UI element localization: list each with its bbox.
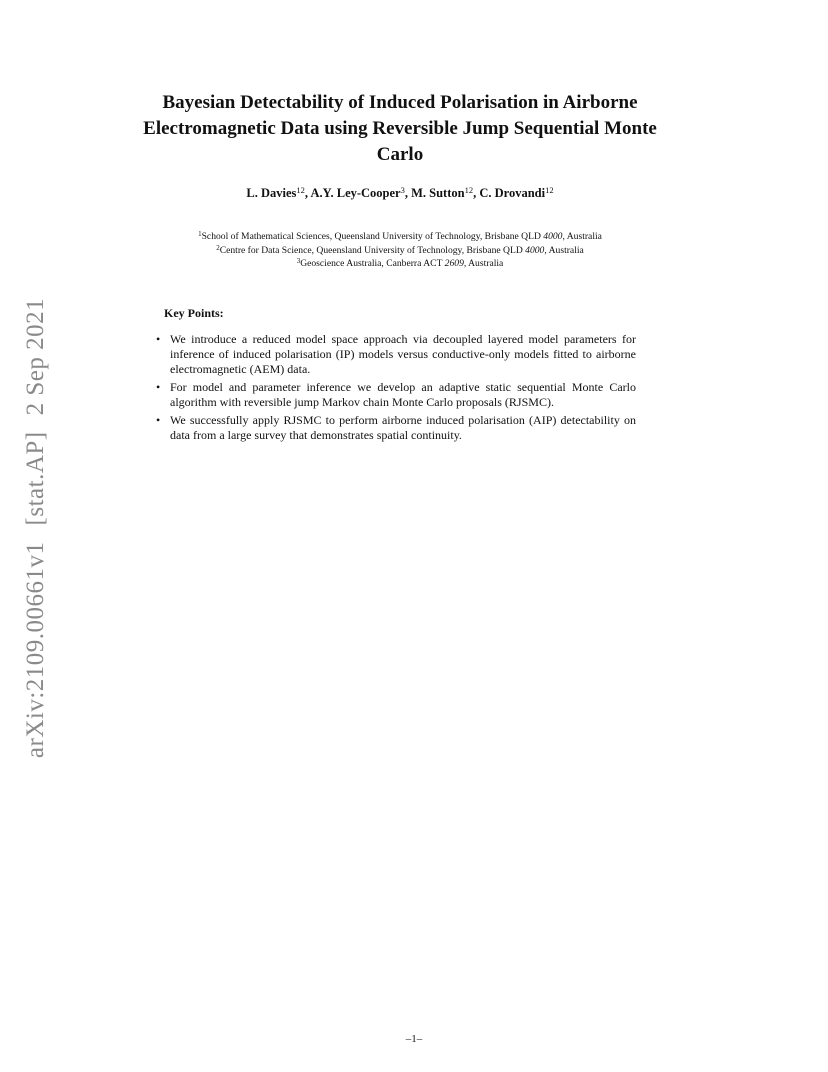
title-line-1: Bayesian Detectability of Induced Polarisation in Airborne [162, 92, 638, 113]
arxiv-sidebar-stamp [22, 298, 50, 758]
key-point-text: For model and parameter inference we develop an adaptive static sequential Monte Carlo algorithm with reversible jump Markov chain Monte Carlo proposals (RJSMC). [170, 380, 636, 409]
affiliation-marker: 2 [216, 243, 220, 252]
affiliation-2 [130, 243, 670, 257]
affiliation-list [130, 229, 670, 270]
affiliation-text: Geoscience Australia, Canberra ACT [300, 258, 445, 269]
arxiv-date: 2 Sep 2021 [22, 297, 49, 416]
author-separator: , [473, 186, 480, 200]
affiliation-text: School of Mathematical Sciences, Queensland University of Technology, Brisbane QLD [201, 231, 544, 242]
affiliation-postcode: 2609 [444, 258, 464, 269]
affiliation-marker: 1 [198, 230, 202, 238]
author-list [130, 185, 670, 201]
key-point-text: We successfully apply RJSMC to perform airborne induced polarisation (AIP) detectability on data from a large survey that demonstrates spatial continuity. [170, 413, 636, 442]
affiliation-1 [130, 229, 670, 243]
author-name: M. Sutton [411, 186, 465, 200]
affiliation-marker: 3 [296, 257, 301, 265]
author-affiliation-marker: 12 [464, 185, 474, 195]
affiliation-postcode: 4000 [525, 244, 545, 256]
key-points-list [156, 332, 636, 446]
bullet-icon: • [156, 413, 161, 427]
author-affiliation-marker: 3 [400, 185, 405, 195]
bullet-icon: • [156, 332, 161, 346]
key-point-item [156, 413, 636, 443]
page-number: –1– [405, 1033, 423, 1045]
affiliation-3 [130, 256, 670, 270]
affiliation-country: , Australia [463, 258, 504, 269]
arxiv-category: [stat.AP] [22, 431, 49, 526]
author-separator: , [304, 186, 311, 200]
title-line-2: Electromagnetic Data using Reversible Jump Sequential Monte [143, 118, 657, 139]
key-point-item [156, 332, 636, 377]
author-separator: , [404, 186, 412, 200]
author-name: A.Y. Ley-Cooper [310, 186, 401, 200]
bullet-icon: • [156, 380, 161, 394]
key-points-heading: Key Points: [164, 306, 224, 320]
key-point-item [156, 380, 636, 410]
affiliation-text: Centre for Data Science, Queensland University of Technology, Brisbane QLD [219, 244, 526, 256]
arxiv-id: arXiv:2109.00661v1 [22, 541, 49, 759]
author-affiliation-marker: 12 [296, 185, 305, 195]
title-line-3: Carlo [376, 144, 424, 165]
affiliation-country: , Australia [544, 244, 584, 256]
affiliation-postcode: 4000 [543, 231, 563, 242]
author-name: L. Davies [246, 186, 297, 200]
paper-title [130, 90, 670, 168]
author-name: C. Drovandi [479, 186, 546, 200]
affiliation-country: , Australia [562, 231, 602, 242]
key-point-text: We introduce a reduced model space approach via decoupled layered model parameters for inference of induced polarisation (IP) models versus conductive-only models fitted to airborne electromagnetic (AEM) data. [170, 332, 636, 376]
author-affiliation-marker: 12 [545, 185, 554, 195]
